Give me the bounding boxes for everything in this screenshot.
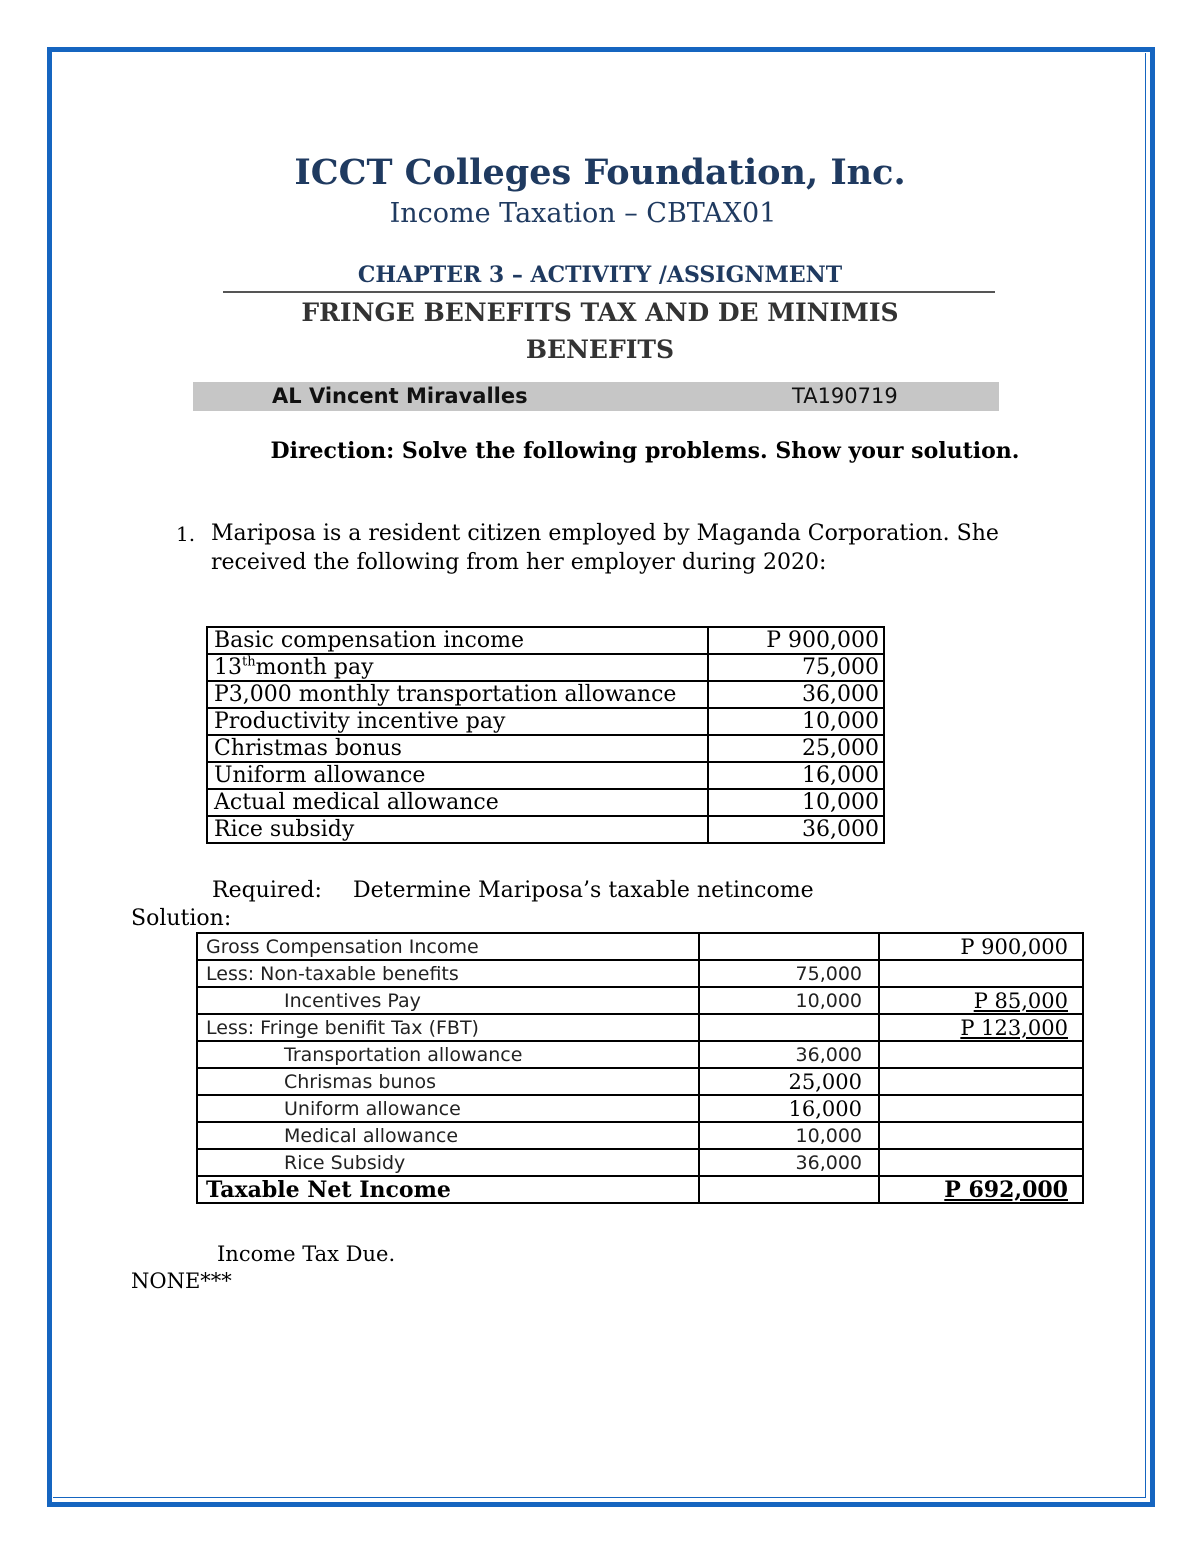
solution-mid-cell: 16,000 [699, 1095, 879, 1122]
solution-mid-cell [699, 933, 879, 960]
item-desc: Rice subsidy [207, 816, 708, 843]
item-desc: Basic compensation income [207, 627, 708, 654]
solution-mid-cell [699, 1014, 879, 1041]
solution-mid-cell: 75,000 [699, 960, 879, 987]
required-text: Determine Mariposa’s taxable netincome [353, 878, 814, 903]
solution-right-cell [879, 1041, 1083, 1068]
total-row [197, 1176, 1083, 1203]
table-row [207, 654, 884, 681]
table-row [207, 627, 884, 654]
solution-right-cell [879, 987, 1083, 1014]
table-row [197, 987, 1083, 1014]
chapter-divider [223, 291, 995, 293]
item-desc: Actual medical allowance [207, 789, 708, 816]
solution-mid-cell: 36,000 [699, 1041, 879, 1068]
total-mid-cell [699, 1176, 879, 1203]
table-row [207, 789, 884, 816]
school-name: ICCT Colleges Foundation, Inc. [294, 152, 906, 193]
solution-label-cell: Rice Subsidy [197, 1149, 699, 1176]
required-label: Required: [212, 878, 322, 903]
solution-right-cell [879, 1095, 1083, 1122]
total-label: Taxable Net Income [197, 1176, 699, 1203]
student-id: TA190719 [792, 384, 898, 408]
solution-mid-cell: 36,000 [699, 1149, 879, 1176]
item-desc-number: 13 [214, 654, 242, 680]
item-amount: 36,000 [708, 816, 884, 843]
subtotal-value: P 85,000 [973, 988, 1068, 1013]
item-desc [207, 654, 708, 681]
solution-label-cell: Medical allowance [197, 1122, 699, 1149]
direction-text: Solve the following problems. Show your solution. [394, 438, 1020, 464]
topic-title [230, 294, 970, 368]
solution-right-cell [879, 960, 1083, 987]
topic-title-line-2: BENEFITS [525, 335, 675, 364]
item-desc: Productivity incentive pay [207, 708, 708, 735]
solution-label-cell: Gross Compensation Income [197, 933, 699, 960]
item-desc: Christmas bonus [207, 735, 708, 762]
solution-right-cell: P 900,000 [879, 933, 1083, 960]
course-name: Income Taxation – CBTAX01 [389, 198, 777, 229]
table-row [197, 1095, 1083, 1122]
table-row [207, 708, 884, 735]
chapter-title: CHAPTER 3 – ACTIVITY /ASSIGNMENT [357, 262, 843, 288]
table-row [197, 933, 1083, 960]
direction-label: Direction: [270, 438, 395, 464]
solution-mid-cell: 10,000 [699, 987, 879, 1014]
item-amount: P 900,000 [708, 627, 884, 654]
table-row [197, 1041, 1083, 1068]
given-items-table [206, 626, 885, 844]
table-row [197, 1149, 1083, 1176]
item-desc: P3,000 monthly transportation allowance [207, 681, 708, 708]
solution-label-cell: Uniform allowance [197, 1095, 699, 1122]
solution-label-cell: Chrismas bunos [197, 1068, 699, 1095]
solution-mid-cell: 25,000 [699, 1068, 879, 1095]
table-row [207, 681, 884, 708]
solution-right-cell [879, 1122, 1083, 1149]
direction [270, 437, 1020, 466]
item-amount: 75,000 [708, 654, 884, 681]
total-value-cell [879, 1176, 1083, 1203]
solution-label-cell: Less: Fringe benifit Tax (FBT) [197, 1014, 699, 1041]
item-amount: 25,000 [708, 735, 884, 762]
item-desc-text: month pay [255, 654, 374, 680]
table-row [197, 960, 1083, 987]
table-row [197, 1014, 1083, 1041]
item-desc-superscript: th [242, 654, 256, 670]
solution-table [196, 932, 1084, 1204]
student-name: AL Vincent Miravalles [272, 384, 528, 408]
problem-number: 1. [176, 522, 196, 546]
item-amount: 10,000 [708, 789, 884, 816]
item-amount: 36,000 [708, 681, 884, 708]
solution-right-cell [879, 1068, 1083, 1095]
solution-right-cell [879, 1149, 1083, 1176]
solution-label-cell: Less: Non-taxable benefits [197, 960, 699, 987]
table-row [197, 1068, 1083, 1095]
table-row [197, 1122, 1083, 1149]
table-row [207, 816, 884, 843]
item-desc: Uniform allowance [207, 762, 708, 789]
table-row [207, 735, 884, 762]
table-row [207, 762, 884, 789]
subtotal-value: P 123,000 [960, 1015, 1068, 1040]
income-tax-due-label: Income Tax Due. [217, 1242, 396, 1266]
item-amount: 16,000 [708, 762, 884, 789]
solution-mid-cell: 10,000 [699, 1122, 879, 1149]
total-value: P 692,000 [944, 1176, 1068, 1203]
solution-label: Solution: [131, 906, 232, 931]
topic-title-line-1: FRINGE BENEFITS TAX AND DE MINIMIS [301, 298, 899, 327]
item-amount: 10,000 [708, 708, 884, 735]
income-tax-due-value: NONE*** [131, 1269, 232, 1293]
solution-label-cell: Incentives Pay [197, 987, 699, 1014]
problem-text: Mariposa is a resident citizen employed by Maganda Corporation. She received the following from her employer during 2020: [211, 521, 999, 575]
solution-right-cell [879, 1014, 1083, 1041]
solution-label-cell: Transportation allowance [197, 1041, 699, 1068]
